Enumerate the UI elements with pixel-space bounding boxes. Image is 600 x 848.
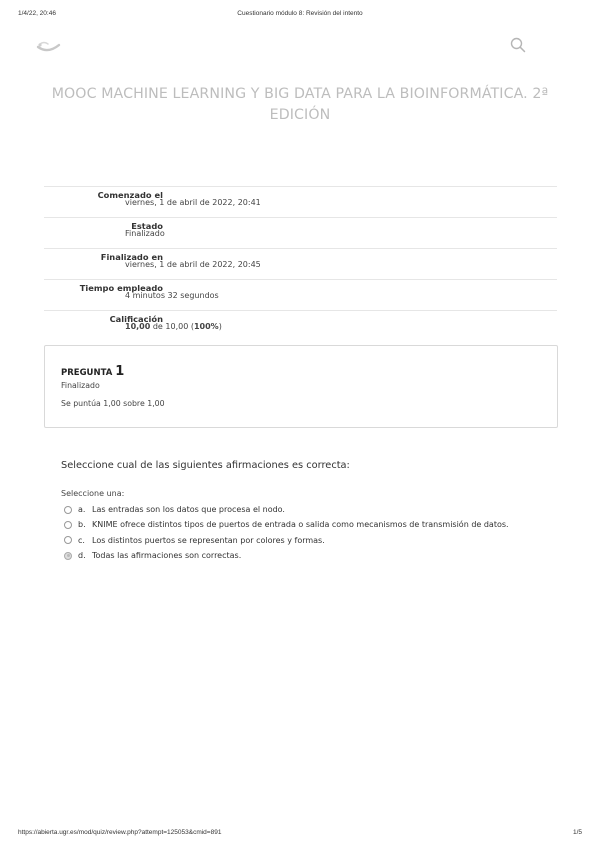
option-letter: d. <box>78 551 86 561</box>
question-heading <box>61 360 124 379</box>
summary-value: 4 minutos 32 segundos <box>125 291 219 300</box>
question-state: Finalizado <box>61 381 100 390</box>
option-text: Todas las afirmaciones son correctas. <box>92 551 242 561</box>
radio-button[interactable] <box>64 521 72 529</box>
summary-value: viernes, 1 de abril de 2022, 20:41 <box>125 198 261 207</box>
option-letter: c. <box>78 535 85 545</box>
summary-row-time-taken <box>44 280 557 311</box>
summary-value: Finalizado <box>125 229 165 238</box>
question-word: PREGUNTA <box>61 368 113 378</box>
summary-row-finished <box>44 249 557 280</box>
option-text: Las entradas son los datos que procesa el nodo. <box>92 505 285 515</box>
question-text: Seleccione cual de las siguientes afirmaciones es correcta: <box>61 460 350 471</box>
grade-percent: 100% <box>193 322 219 331</box>
summary-row-state <box>44 218 557 249</box>
summary-label: Tiempo empleado <box>79 283 163 293</box>
attempt-summary-table <box>44 186 557 341</box>
print-footer <box>0 829 600 839</box>
site-logo-icon[interactable] <box>34 38 62 56</box>
summary-label: Estado <box>131 221 163 231</box>
course-title: MOOC MACHINE LEARNING Y BIG DATA PARA LA BIOINFORMÁTICA. 2ª EDICIÓN <box>51 86 549 123</box>
question-number: 1 <box>115 364 125 379</box>
question-grade: Se puntúa 1,00 sobre 1,00 <box>61 399 165 408</box>
option-text: Los distintos puertos se representan por colores y formas. <box>92 535 325 545</box>
print-url: https://abierta.ugr.es/mod/quiz/review.php?attempt=125053&cmid=891 <box>18 829 222 836</box>
print-header <box>0 10 600 20</box>
radio-button[interactable] <box>64 536 72 544</box>
summary-value <box>125 322 222 331</box>
summary-row-started <box>44 187 557 218</box>
radio-button-selected[interactable] <box>64 552 72 560</box>
option-letter: b. <box>78 520 86 530</box>
answer-options <box>64 502 544 563</box>
question-info-card <box>44 345 558 428</box>
summary-value: viernes, 1 de abril de 2022, 20:45 <box>125 260 261 269</box>
answer-option-d[interactable] <box>64 548 544 563</box>
summary-label: Finalizado en <box>100 252 163 262</box>
print-page-number: 1/5 <box>572 829 582 836</box>
summary-label: Calificación <box>109 314 163 324</box>
grade-score: 10,00 <box>125 322 151 331</box>
answer-prompt: Seleccione una: <box>61 489 125 498</box>
print-document-title: Cuestionario módulo 8: Revisión del intento <box>237 10 363 17</box>
grade-end: ) <box>218 322 222 331</box>
print-date: 1/4/22, 20:46 <box>18 10 56 17</box>
option-text: KNIME ofrece distintos tipos de puertos de entrada o salida como mecanismos de transmisión de datos. <box>92 520 509 530</box>
answer-option-c[interactable] <box>64 533 544 548</box>
summary-label: Comenzado el <box>97 190 163 200</box>
answer-option-b[interactable] <box>64 517 544 532</box>
search-icon[interactable] <box>510 37 526 53</box>
option-letter: a. <box>78 505 86 515</box>
grade-middle: de 10,00 ( <box>150 322 194 331</box>
answer-option-a[interactable] <box>64 502 544 517</box>
summary-row-grade <box>44 311 557 341</box>
radio-button[interactable] <box>64 506 72 514</box>
